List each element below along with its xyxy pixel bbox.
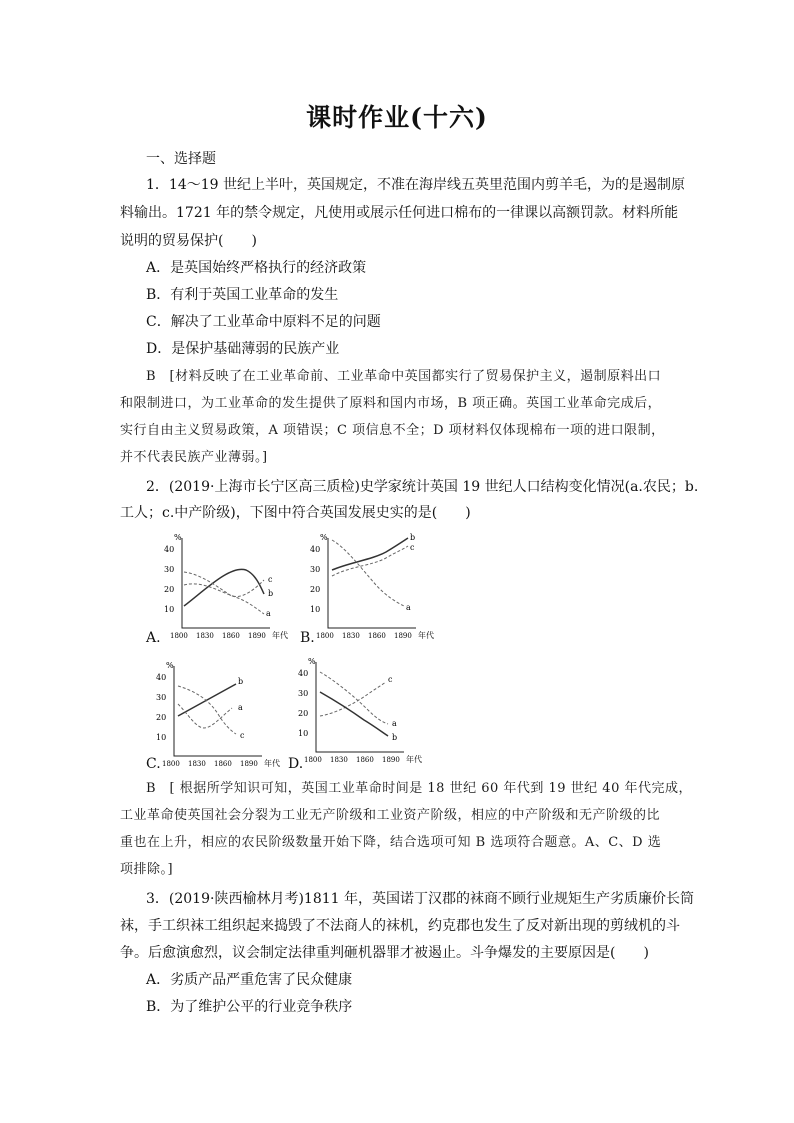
q2-line-1: 2．(2019·上海市长宁区高三质检)史学家统计英国 19 世纪人口结构变化情况(a.农民；b. — [146, 479, 699, 495]
graph-b-x-unit: 年代 — [418, 631, 434, 640]
graph-c-series-b: b — [238, 677, 244, 686]
q1-line-3: 说明的贸易保护( ) — [120, 233, 257, 249]
graph-a-ytick-30: 30 — [164, 565, 175, 574]
q3-line-3: 争。后愈演愈烈，议会制定法律重判砸机器罪才被遏止。斗争爆发的主要原因是( ) — [120, 945, 649, 961]
q2-answer-line-4: 项排除。] — [120, 862, 174, 877]
q3-line-1: 3．(2019·陕西榆林月考)1811 年，英国诺丁汉郡的袜商不顾行业规矩生产劣质廉价长筒 — [146, 891, 694, 907]
q1-answer-line-3: 实行自由主义贸易政策，A 项错误；C 项信息不全；D 项材料仅体现棉布一项的进口限制， — [120, 423, 665, 438]
graph-b-xtick-1860: 1860 — [368, 632, 386, 640]
q1-line-1: 1．14～19 世纪上半叶，英国规定，不准在海岸线五英里范围内剪羊毛，为的是遏制原 — [146, 177, 685, 193]
graph-a — [160, 530, 290, 640]
graph-d-series-a: a — [392, 719, 397, 728]
q1-answer-line-4: 并不代表民族产业薄弱。] — [120, 450, 268, 465]
q1-answer-line-2: 和限制进口，为工业革命的发生提供了原料和国内市场，B 项正确。英国工业革命完成后， — [120, 396, 662, 411]
graph-c-line-b — [178, 684, 236, 716]
q2-answer-line-1: B [ 根据所学知识可知，英国工业革命时间是 18 世纪 60 年代到 19 世纪 40 年代完成， — [146, 781, 692, 796]
graph-c-ytick-30: 30 — [156, 693, 167, 702]
graph-a-y-unit: % — [174, 533, 182, 542]
graph-d — [294, 654, 424, 764]
graph-b-line-b — [332, 538, 408, 570]
graph-d-series-b: b — [392, 733, 398, 742]
graph-d-xtick-1860: 1860 — [356, 756, 374, 764]
graph-b-xtick-1800: 1800 — [316, 632, 334, 640]
graph-b-line-a — [332, 540, 404, 606]
graph-d-xtick-1800: 1800 — [304, 756, 322, 764]
graph-b-axes — [328, 538, 416, 628]
graph-a-xtick-1890: 1890 — [248, 632, 266, 640]
graph-c-line-a — [178, 704, 232, 728]
graph-d-ytick-40: 40 — [298, 669, 309, 678]
graph-d-ytick-10: 10 — [298, 729, 309, 738]
graph-c-xtick-1830: 1830 — [188, 760, 206, 768]
graph-c-ytick-40: 40 — [156, 673, 167, 682]
q2-answer-line-3: 重也在上升，相应的农民阶级数量开始下降，结合选项可知 B 选项符合题意。A、C、D 选 — [120, 835, 662, 850]
q2-line-2: 工人；c.中产阶级)，下图中符合英国发展史实的是( ) — [120, 505, 471, 521]
graph-b-ytick-30: 30 — [310, 565, 321, 574]
graph-a-label: A. — [146, 630, 161, 646]
graph-d-label: D. — [288, 756, 304, 772]
graph-d-ytick-20: 20 — [298, 709, 309, 718]
q1-answer-line-1: B [材料反映了在工业革命前、工业革命中英国都实行了贸易保护主义，遏制原料出口 — [146, 369, 662, 384]
q2-answer-line-2: 工业革命使英国社会分裂为工业无产阶级和工业资产阶级，相应的中产阶级和无产阶级的比 — [120, 808, 661, 823]
graph-a-ytick-20: 20 — [164, 585, 175, 594]
q1-option-b: B．有利于英国工业革命的发生 — [146, 287, 339, 303]
q3-option-a: A．劣质产品严重危害了民众健康 — [146, 972, 353, 988]
graph-b-series-c: c — [410, 543, 415, 552]
q1-option-c: C．解决了工业革命中原料不足的问题 — [146, 314, 381, 330]
graph-a-xtick-1830: 1830 — [196, 632, 214, 640]
graph-b-line-c — [332, 546, 408, 576]
graph-d-y-unit: % — [308, 657, 316, 666]
graph-d-xtick-1830: 1830 — [330, 756, 348, 764]
graph-c-xtick-1890: 1890 — [240, 760, 258, 768]
graph-a-xtick-1860: 1860 — [222, 632, 240, 640]
graph-d-series-c: c — [388, 675, 393, 684]
graph-d-line-c — [320, 682, 386, 716]
graph-c-ytick-20: 20 — [156, 713, 167, 722]
graph-c — [152, 658, 282, 768]
graph-d-xtick-1890: 1890 — [382, 756, 400, 764]
graph-c-x-unit: 年代 — [264, 759, 280, 768]
graph-b-series-b: b — [410, 533, 416, 542]
q1-line-2: 料输出。1721 年的禁令规定，凡使用或展示任何进口棉布的一律课以高额罚款。材料所能 — [120, 205, 679, 221]
graph-c-xtick-1800: 1800 — [162, 760, 180, 768]
graph-a-axes — [182, 538, 270, 628]
q3-line-2: 袜，手工织袜工组织起来捣毁了不法商人的袜机，约克郡也发生了反对新出现的剪绒机的斗 — [120, 918, 680, 934]
page-title: 课时作业(十六) — [306, 103, 488, 132]
graph-a-series-b: b — [268, 589, 274, 598]
graph-a-series-a: a — [266, 609, 271, 618]
section-heading: 一、选择题 — [146, 151, 216, 167]
graph-c-label: C. — [146, 756, 161, 772]
graph-a-series-c: c — [268, 575, 273, 584]
graph-c-line-c — [178, 686, 236, 734]
graph-b-xtick-1830: 1830 — [342, 632, 360, 640]
graph-a-ytick-10: 10 — [164, 605, 175, 614]
graph-a-ytick-40: 40 — [164, 545, 175, 554]
graph-b-ytick-20: 20 — [310, 585, 321, 594]
graph-a-x-unit: 年代 — [272, 631, 288, 640]
graph-b-xtick-1890: 1890 — [394, 632, 412, 640]
graph-d-x-unit: 年代 — [406, 755, 422, 764]
graph-a-line-a — [184, 584, 264, 614]
graph-c-xtick-1860: 1860 — [214, 760, 232, 768]
graph-b-y-unit: % — [320, 533, 328, 542]
q1-option-a: A．是英国始终严格执行的经济政策 — [146, 260, 367, 276]
graph-c-series-c: c — [240, 731, 245, 740]
graph-b-ytick-40: 40 — [310, 545, 321, 554]
q1-option-d: D．是保护基础薄弱的民族产业 — [146, 341, 340, 357]
graph-b — [306, 530, 436, 640]
graph-c-y-unit: % — [166, 661, 174, 670]
graph-c-series-a: a — [238, 703, 243, 712]
graph-a-xtick-1800: 1800 — [170, 632, 188, 640]
q3-option-b: B．为了维护公平的行业竞争秩序 — [146, 999, 353, 1015]
graph-b-ytick-10: 10 — [310, 605, 321, 614]
graph-c-ytick-10: 10 — [156, 733, 167, 742]
graph-b-label: B. — [300, 630, 315, 646]
graph-d-ytick-30: 30 — [298, 689, 309, 698]
graph-b-series-a: a — [406, 603, 411, 612]
